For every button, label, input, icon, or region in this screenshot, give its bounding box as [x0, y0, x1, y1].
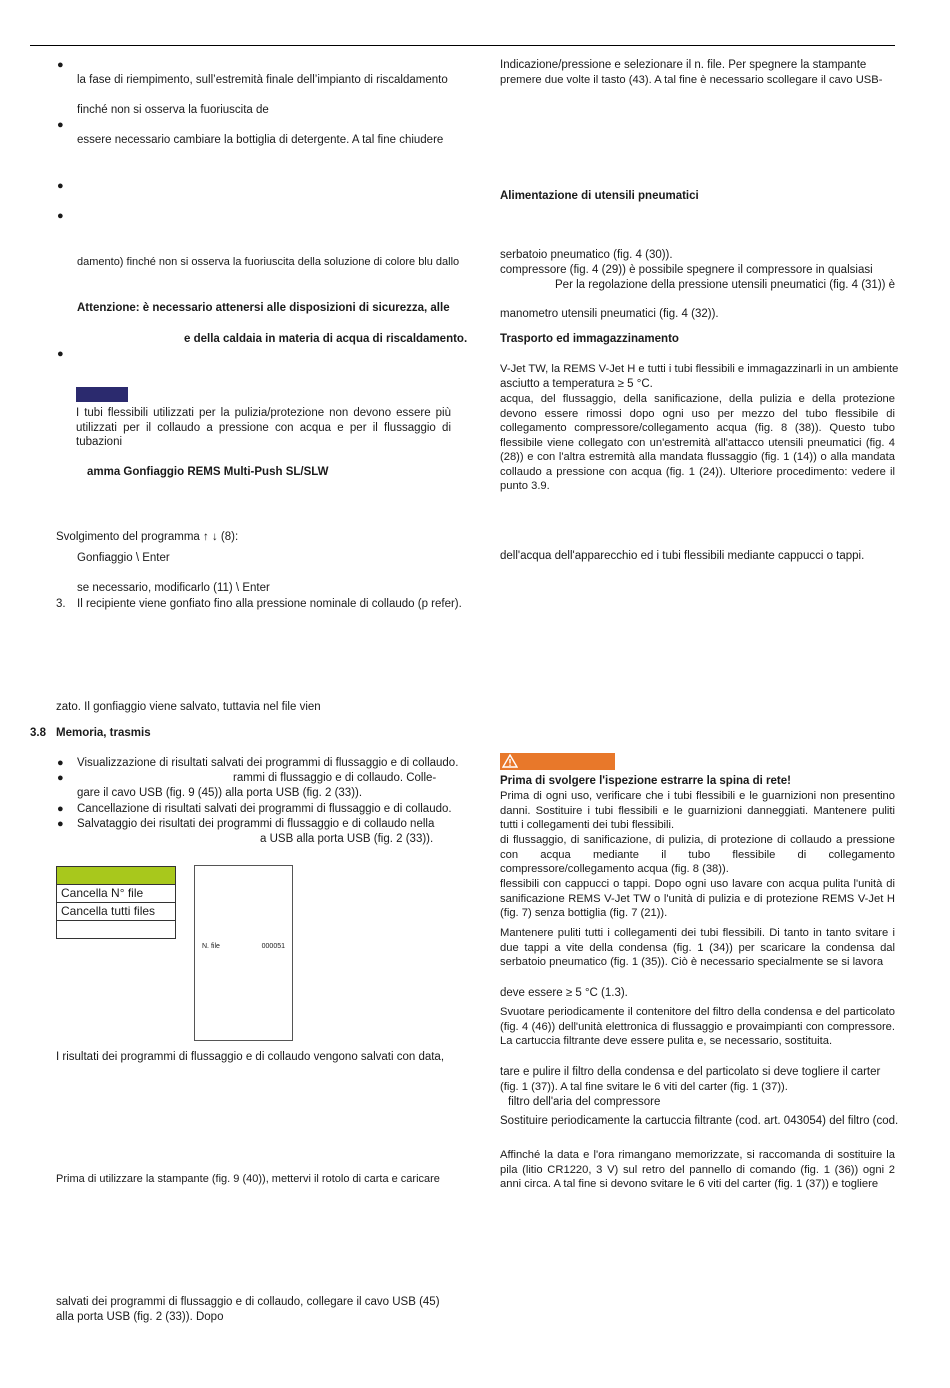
right-p2d: manometro utensili pneumatici (fig. 4 (32)).	[500, 308, 719, 320]
list-item: Cancellazione di risultati salvati dei programmi di flussaggio e di collaudo.	[77, 803, 452, 815]
right-p2c: Per la regolazione della pressione utensili pneumatici (fig. 4 (31)) è	[555, 279, 896, 291]
warning-badge	[500, 753, 615, 770]
attention-line-1: Attenzione: è necessario attenersi alle disposizioni di sicurezza, alle	[77, 302, 450, 314]
right-p11b: (fig. 1 (37)). A tal fine svitare le 6 viti del carter (fig. 1 (37)).	[500, 1081, 788, 1093]
bullet-marker: ●	[57, 59, 64, 71]
bullet-marker: ●	[57, 348, 64, 360]
display-panel	[194, 865, 293, 1041]
step-3: Il recipiente viene gonfiato fino alla pressione nominale di collaudo (p refer).	[77, 598, 462, 610]
list-item: gare il cavo USB (fig. 9 (45)) alla porta USB (fig. 2 (33)).	[77, 787, 363, 799]
top-rule	[30, 45, 895, 46]
right-p3a: V-Jet TW, la REMS V-Jet H e tutti i tubi flessibili e immagazzinarli in un ambiente	[500, 363, 899, 375]
list-item: Salvataggio dei risultati dei programmi di flussaggio e di collaudo nella	[77, 818, 435, 830]
bullet-marker: ●	[57, 119, 64, 131]
panel-file-label: N. file	[202, 943, 220, 950]
menu-item-empty	[57, 921, 175, 938]
right-p1a: Indicazione/pressione e selezionare il n. file. Per spegnere la stampante	[500, 59, 867, 71]
results-text: I risultati dei programmi di flussaggio e di collaudo vengono salvati con data,	[56, 1051, 445, 1063]
panel-file-value: 000051	[261, 943, 285, 950]
heading-pneumatic: Alimentazione di utensili pneumatici	[500, 190, 699, 202]
usb-text-2: alla porta USB (fig. 2 (33)). Dopo	[56, 1311, 224, 1323]
right-p6: di flussaggio, di sanificazione, di pulizia, di protezione di collaudo a pressione con acqua mediante il tubo flessibile di collegamento compressore/collegamento acqua (fig. 8 (38)).	[500, 834, 895, 875]
step-1: Gonfiaggio \ Enter	[77, 552, 170, 564]
program-steps-title: Svolgimento del programma ↑ ↓ (8):	[56, 531, 239, 543]
bullet-marker: ●	[57, 210, 64, 222]
right-p7: flessibili con cappucci o tappi. Dopo ogni uso lavare con acqua pulita l'unità di sanificazione REMS V-Jet TW o l'unità di pulizia e di protezione REMS V-Jet H (fig. 7) senza bottiglia (fig. 7 (21)).	[500, 878, 895, 919]
right-p11a: tare e pulire il filtro della condensa e del particolato si deve togliere il carter	[500, 1066, 881, 1078]
note-text: I tubi flessibili utilizzati per la pulizia/protezione non devono essere più utilizzati per il collaudo a pressione con acqua e per il flussaggio di tubazioni	[76, 407, 451, 448]
left-b2: essere necessario cambiare la bottiglia di detergente. A tal fine chiudere	[77, 134, 444, 146]
left-b1: la fase di riempimento, sull’estremità finale dell’impianto di riscaldamento	[77, 74, 448, 86]
bullet-marker: ●	[57, 757, 64, 769]
heading-transport: Trasporto ed immagazzinamento	[500, 333, 679, 345]
printer-text: Prima di utilizzare la stampante (fig. 9 (40)), mettervi il rotolo di carta e caricare	[56, 1173, 440, 1185]
menu-item-delete-file: Cancella N° file	[57, 885, 175, 903]
list-item: a USB alla porta USB (fig. 2 (33)).	[260, 833, 434, 845]
delete-menu-table	[56, 866, 176, 939]
bullet-marker: ●	[57, 818, 64, 830]
attention-line-2: e della caldaia in materia di acqua di riscaldamento.	[184, 333, 468, 345]
warning-bold: Prima di svolgere l'ispezione estrarre la spina di rete!	[500, 775, 791, 787]
right-p3b: asciutto a temperatura ≥ 5 °C.	[500, 378, 653, 390]
bullet-marker: ●	[57, 803, 64, 815]
bullet-marker: ●	[57, 180, 64, 192]
right-p13: Affinché la data e l'ora rimangano memorizzate, si raccomanda di sostituire la pila (litio CR1220, 3 V) sul retro del pannello di comando (fig. 1 (36)) ogni 2 anni circa. A tal fine si devono svitare le 6 viti del carter (fig. 1 (37)) e togliere	[500, 1149, 895, 1190]
program-heading: amma Gonfiaggio REMS Multi-Push SL/SLW	[87, 466, 329, 478]
zato-line: zato. Il gonfiaggio viene salvato, tuttavia nel file vien	[56, 701, 321, 713]
right-p11c: filtro dell'aria del compressore	[508, 1096, 661, 1108]
step-3-number: 3.	[56, 598, 66, 610]
warning-icon	[502, 754, 518, 768]
step-2: se necessario, modificarlo (11) \ Enter	[77, 582, 270, 594]
section-title: Memoria, trasmis	[56, 727, 151, 739]
right-p2b: compressore (fig. 4 (29)) è possibile spegnere il compressore in qualsiasi	[500, 264, 873, 276]
list-item: Visualizzazione di risultati salvati dei programmi di flussaggio e di collaudo.	[77, 757, 459, 769]
right-p5: Prima di ogni uso, verificare che i tubi flessibili e le guarnizioni non presentino danni. Sostituire i tubi flessibili e le guarnizioni danneggiati. Mantenere puliti tutti i collegamenti dei tubi flessibili.	[500, 790, 895, 831]
menu-item-delete-all: Cancella tutti files	[57, 903, 175, 921]
menu-header	[57, 867, 175, 885]
right-p9: deve essere ≥ 5 °C (1.3).	[500, 987, 628, 999]
right-p12: Sostituire periodicamente la cartuccia filtrante (cod. art. 043054) del filtro (cod.	[500, 1115, 899, 1127]
left-b5: damento) finché non si osserva la fuoriuscita della soluzione di colore blu dallo	[77, 256, 460, 268]
left-b1b: finché non si osserva la fuoriuscita de	[77, 104, 269, 116]
right-p1b: premere due volte il tasto (43). A tal fine è necessario scollegare il cavo USB-	[500, 74, 883, 86]
list-item: rammi di flussaggio e di collaudo. Colle-	[233, 772, 437, 784]
right-p3c: acqua, del flussaggio, della sanificazione, della pulizia e della protezione devono essere rimossi dopo ogni uso per mezzo del tubo flessibile di collegamento compressore/collegamento acqua (fig. 8 (38)). Questo tubo flessibile viene collegato con un'estremità all'attacco utensili pneumatici (fig. 4 (28)) e con l'altra estremità alla mandata flussaggio (fig. 1 (14)) o alla mandata collaudo a pressione con acqua (fig. 1 (24)). Ulteriore procedimento: vedere il punto 3.9.	[500, 393, 895, 492]
bullet-marker: ●	[57, 772, 64, 784]
usb-text-1: salvati dei programmi di flussaggio e di collaudo, collegare il cavo USB (45)	[56, 1296, 440, 1308]
note-badge	[76, 387, 128, 402]
right-p4: dell'acqua dell'apparecchio ed i tubi flessibili mediante cappucci o tappi.	[500, 550, 865, 562]
right-p8: Mantenere puliti tutti i collegamenti dei tubi flessibili. Di tanto in tanto svitare i due tappi a vite della condensa (fig. 1 (34)) per scaricare la condensa dal serbatoio pneumatico (fig. 1 (35)). Ciò è necessario specialmente se si lavora	[500, 927, 895, 968]
right-p2a: serbatoio pneumatico (fig. 4 (30)).	[500, 249, 673, 261]
section-number: 3.8	[30, 727, 46, 739]
right-p10: Svuotare periodicamente il contenitore del filtro della condensa e del particolato (fig. 4 (46)) dell'unità elettronica di flussaggio e provaimpianti con compressore. La cartuccia filtrante deve essere pulita e, se necessario, sostituita.	[500, 1006, 895, 1047]
